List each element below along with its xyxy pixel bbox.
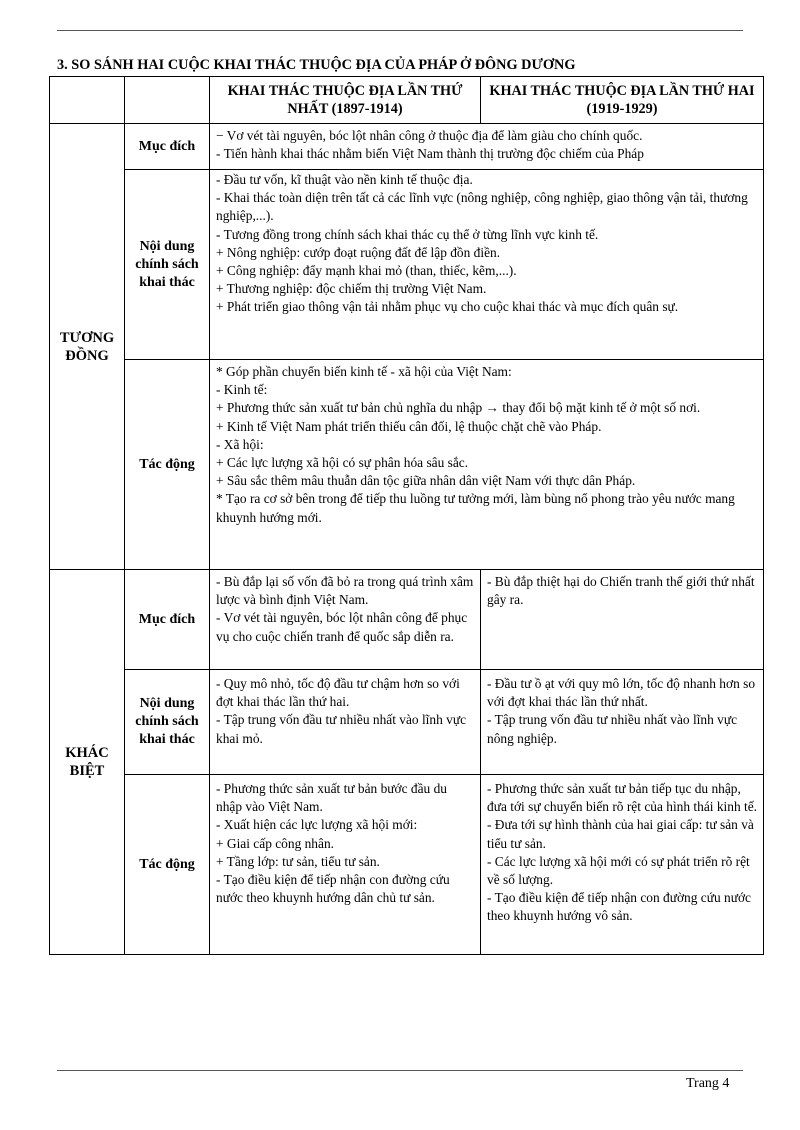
row-label-policy: Nội dung chính sách khai thác	[125, 170, 210, 360]
text-line: - Phương thức sản xuất tư bản tiếp tục du nhập, đưa tới sự chuyển biến rõ rệt của hình thái kinh tế.	[487, 781, 757, 815]
text-line: + Giai cấp công nhân.	[216, 835, 334, 851]
table-header-row	[50, 77, 764, 124]
row-label-impact: Tác động	[125, 360, 210, 570]
text-line: + Nông nghiệp: cướp đoạt ruộng đất để lập đồn điền.	[216, 244, 501, 260]
text-line: + Tầng lớp: tư sản, tiểu tư sản.	[216, 853, 380, 869]
text-line: - Khai thác toàn diện trên tất cả các lĩnh vực (nông nghiệp, công nghiệp, giao thông vận tải, thương nghiệp,...).	[216, 190, 748, 224]
text-line: * Góp phần chuyển biến kinh tế - xã hội của Việt Nam:	[216, 364, 512, 379]
group-label-similarities: TƯƠNG ĐỒNG	[50, 124, 125, 570]
header-empty-cell	[125, 77, 210, 124]
text-line: - Xuất hiện các lực lượng xã hội mới:	[216, 817, 418, 833]
table-row	[50, 360, 764, 570]
text-line: - Đầu tư vốn, kĩ thuật vào nền kinh tế thuộc địa.	[216, 172, 473, 187]
text-line: - Đầu tư ồ ạt với quy mô lớn, tốc độ nhanh hơn so với đợt khai thác lần thứ nhất.	[487, 676, 756, 710]
text-line: * Tạo ra cơ sở bên trong để tiếp thu luồng tư tưởng mới, làm bùng nổ phong trào yêu nước mang khuynh hướng mới.	[216, 491, 735, 525]
table-row	[50, 570, 764, 670]
header-rule	[57, 30, 743, 31]
diff-purpose-first-cell	[210, 570, 481, 670]
text-line: - Bù đắp lại số vốn đã bỏ ra trong quá trình xâm lược và bình định Việt Nam.	[216, 574, 474, 608]
text-line: - Xã hội:	[216, 436, 264, 452]
table-row	[50, 170, 764, 360]
diff-policy-second-cell	[481, 670, 764, 775]
row-label-purpose: Mục đích	[125, 124, 210, 170]
text-line: − Vơ vét tài nguyên, bóc lột nhân công ở thuộc địa để làm giàu cho chính quốc.	[216, 128, 643, 143]
text-line: + Thương nghiệp: độc chiếm thị trường Việt Nam.	[216, 281, 487, 297]
text-line: + Công nghiệp: đẩy mạnh khai mỏ (than, thiếc, kẽm,...).	[216, 263, 517, 279]
section-heading: 3. SO SÁNH HAI CUỘC KHAI THÁC THUỘC ĐỊA CỦA PHÁP Ở ĐÔNG DƯƠNG	[57, 57, 576, 73]
similar-purpose-cell	[210, 124, 764, 170]
diff-impact-first-cell	[210, 775, 481, 955]
text-line: - Tiến hành khai thác nhằm biến Việt Nam thành thị trường độc chiếm của Pháp	[216, 146, 644, 162]
table-row	[50, 670, 764, 775]
page-number: Trang 4	[686, 1076, 730, 1091]
text-line: - Kinh tế:	[216, 382, 268, 398]
text-line: + Phát triển giao thông vận tải nhằm phục vụ cho cuộc khai thác và mục đích quân sự.	[216, 299, 679, 315]
table-row	[50, 775, 764, 955]
similar-policy-cell	[210, 170, 764, 360]
text-line: - Phương thức sản xuất tư bản bước đầu du nhập vào Việt Nam.	[216, 781, 447, 815]
diff-impact-second-cell	[481, 775, 764, 955]
comparison-table	[49, 76, 764, 955]
text-line: - Quy mô nhỏ, tốc độ đầu tư chậm hơn so với đợt khai thác lần thứ hai.	[216, 676, 460, 710]
row-label-policy: Nội dung chính sách khai thác	[125, 670, 210, 775]
text-line: + Phương thức sản xuất tư bản chủ nghĩa du nhập → thay đổi bộ mặt kinh tế ở một số nơi.	[216, 400, 701, 416]
similar-impact-cell	[210, 360, 764, 570]
text-line: - Đưa tới sự hình thành của hai giai cấp: tư sản và tiểu tư sản.	[487, 817, 754, 851]
text-line: - Vơ vét tài nguyên, bóc lột nhân công để phục vụ cho cuộc chiến tranh để quốc sắp diễn ra.	[216, 610, 468, 644]
text-line: - Tập trung vốn đầu tư nhiều nhất vào lĩnh vực nông nghiệp.	[487, 712, 738, 746]
diff-policy-first-cell	[210, 670, 481, 775]
column-header-first-exploitation: KHAI THÁC THUỘC ĐỊA LẦN THỨ NHẤT (1897-1914)	[210, 77, 481, 124]
footer-rule	[57, 1070, 743, 1071]
text-line: + Sâu sắc thêm mâu thuẫn dân tộc giữa nhân dân việt Nam với thực dân Pháp.	[216, 473, 636, 489]
text-line: - Tương đồng trong chính sách khai thác cụ thể ở từng lĩnh vực kinh tế.	[216, 226, 599, 242]
row-label-purpose: Mục đích	[125, 570, 210, 670]
text-line: - Bù đắp thiệt hại do Chiến tranh thế giới thứ nhất gây ra.	[487, 574, 755, 608]
text-line: - Tập trung vốn đầu tư nhiều nhất vào lĩnh vực khai mỏ.	[216, 712, 467, 746]
diff-purpose-second-cell	[481, 570, 764, 670]
table-row	[50, 124, 764, 170]
text-line: - Tạo điều kiện để tiếp nhận con đường cứu nước theo khuynh hướng vô sản.	[487, 890, 752, 924]
group-label-differences: KHÁC BIỆT	[50, 570, 125, 955]
text-line: + Các lực lượng xã hội có sự phân hóa sâu sắc.	[216, 455, 469, 471]
text-line: - Các lực lượng xã hội mới có sự phát triển rõ rệt về số lượng.	[487, 853, 750, 888]
text-line: + Kinh tế Việt Nam phát triển thiếu cân đối, lệ thuộc chặt chẽ vào Pháp.	[216, 418, 602, 434]
header-empty-cell	[50, 77, 125, 124]
row-label-impact: Tác động	[125, 775, 210, 955]
column-header-second-exploitation: KHAI THÁC THUỘC ĐỊA LẦN THỨ HAI (1919-1929)	[481, 77, 764, 124]
text-line: - Tạo điều kiện để tiếp nhận con đường cứu nước theo khuynh hướng dân chủ tư sản.	[216, 872, 450, 906]
